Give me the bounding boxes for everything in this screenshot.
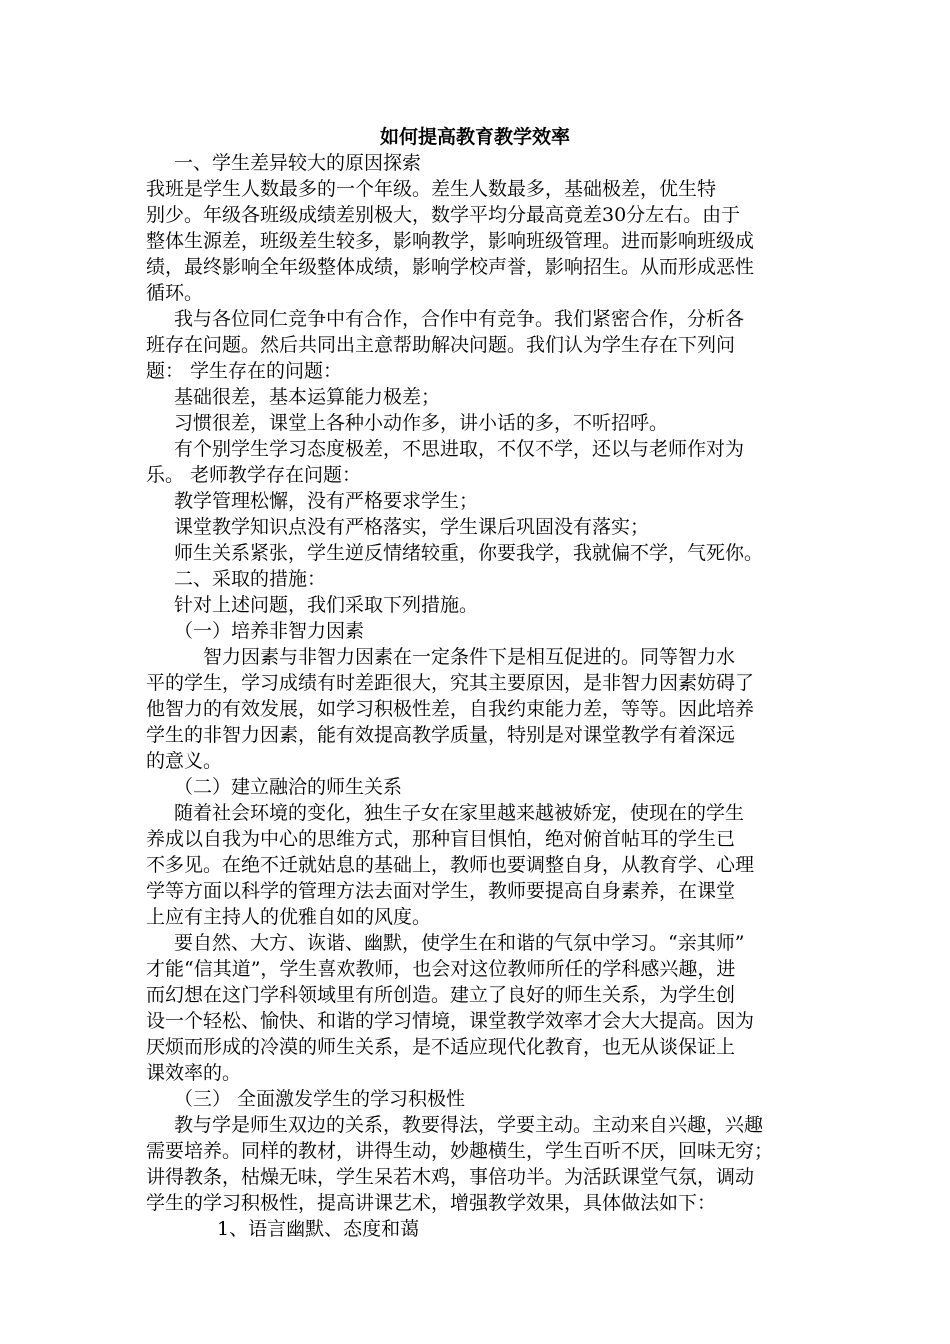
body-line: 智力因素与非智力因素在一定条件下是相互促进的。同等智力水 — [203, 646, 736, 668]
body-line: 不多见。在绝不迁就姑息的基础上，教师也要调整自身，从教育学、心理 — [146, 854, 755, 876]
body-line: 基础很差，基本运算能力极差； — [174, 386, 441, 408]
body-line: 设一个轻松、愉快、和谐的学习情境，课堂教学效率才会大大提高。因为 — [146, 1010, 755, 1032]
body-line: 针对上述问题，我们采取下列措施。 — [174, 594, 479, 616]
body-line: 绩，最终影响全年级整体成绩，影响学校声誉，影响招生。从而形成恶性 — [146, 256, 755, 278]
body-line: 一、学生差异较大的原因探索 — [174, 152, 422, 174]
body-line: （一）培养非智力因素 — [174, 620, 365, 642]
body-line: 需要培养。同样的教材，讲得生动，妙趣横生，学生百听不厌，回味无穷； — [146, 1140, 774, 1162]
document-title: 如何提高教育教学效率 — [379, 126, 570, 148]
body-line: 师生关系紧张，学生逆反情绪较重，你要我学，我就偏不学，气死你。 — [174, 542, 764, 564]
body-line: 要自然、大方、诙谐、幽默，使学生在和谐的气氛中学习。“亲其师” — [174, 932, 745, 954]
body-line: 班存在问题。然后共同出主意帮助解决问题。我们认为学生存在下列问 — [146, 334, 736, 356]
body-line: 教学管理松懈，没有严格要求学生； — [174, 490, 479, 512]
body-line: 学生的非智力因素，能有效提高教学质量，特别是对课堂教学有着深远 — [146, 724, 736, 746]
body-line: 平的学生，学习成绩有时差距很大，究其主要原因，是非智力因素妨碍了 — [146, 672, 755, 694]
body-line: 学生的学习积极性，提高讲课艺术，增强教学效果，具体做法如下： — [146, 1192, 717, 1214]
body-line: 厌烦而形成的冷漠的师生关系，是不适应现代化教育，也无从谈保证上 — [146, 1036, 736, 1058]
body-line: 习惯很差，课堂上各种小动作多，讲小话的多，不听招呼。 — [174, 412, 669, 434]
body-line: 别少。年级各班级成绩差别极大，数学平均分最高竟差30分左右。由于 — [146, 204, 741, 226]
body-line: 题： 学生存在的问题： — [146, 360, 343, 382]
body-line: 学等方面以科学的管理方法去面对学生，教师要提高自身素养，在课堂 — [146, 880, 736, 902]
body-line: 我与各位同仁竞争中有合作，合作中有竞争。我们紧密合作，分析各 — [174, 308, 745, 330]
body-line: 他智力的有效发展，如学习积极性差，自我约束能力差，等等。因此培养 — [146, 698, 755, 720]
body-line: 上应有主持人的优雅自如的风度。 — [146, 906, 432, 928]
body-line: 课效率的。 — [146, 1062, 242, 1084]
body-line: 而幻想在这门学科领域里有所创造。建立了良好的师生关系，为学生创 — [146, 984, 736, 1006]
body-line: 课堂教学知识点没有严格落实，学生课后巩固没有落实； — [174, 516, 650, 538]
body-line: 养成以自我为中心的思维方式，那种盲目惧怕，绝对俯首帖耳的学生已 — [146, 828, 736, 850]
body-line: 才能“信其道”，学生喜欢教师，也会对这位教师所任的学科感兴趣，进 — [146, 958, 736, 980]
body-line: 的意义。 — [146, 750, 223, 772]
body-line: 二、采取的措施： — [174, 568, 327, 590]
body-line: （二）建立融洽的师生关系 — [174, 776, 403, 798]
body-line: 随着社会环境的变化，独生子女在家里越来越被娇宠，使现在的学生 — [174, 802, 745, 824]
body-line: 讲得教条，枯燥无味，学生呆若木鸡，事倍功半。为活跃课堂气氛，调动 — [146, 1166, 755, 1188]
body-line: （三） 全面激发学生的学习积极性 — [174, 1088, 466, 1110]
body-line: 整体生源差，班级差生较多，影响教学，影响班级管理。进而影响班级成 — [146, 230, 755, 252]
body-line: 我班是学生人数最多的一个年级。差生人数最多，基础极差，优生特 — [146, 178, 717, 200]
body-line: 循环。 — [146, 282, 204, 304]
body-line: 教与学是师生双边的关系，教要得法，学要主动。主动来自兴趣，兴趣 — [174, 1114, 764, 1136]
body-line: 1、语言幽默、态度和蔼 — [217, 1218, 420, 1240]
body-line: 有个别学生学习态度极差，不思进取，不仅不学，还以与老师作对为 — [174, 438, 745, 460]
body-line: 乐。 老师教学存在问题： — [146, 464, 362, 486]
